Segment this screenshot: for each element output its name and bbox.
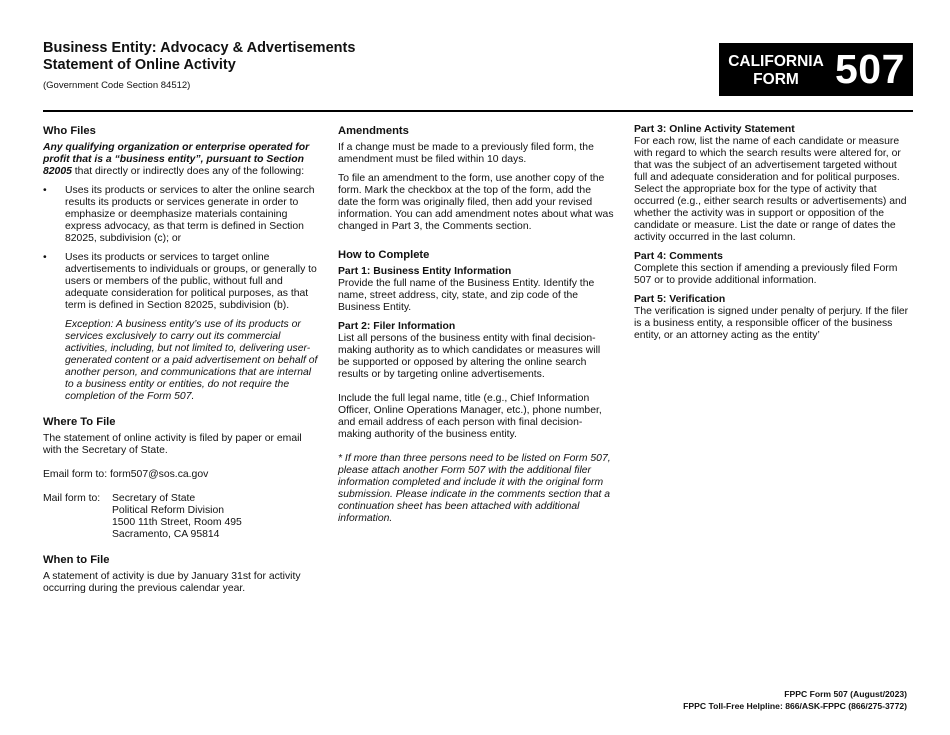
column-2 xyxy=(338,124,614,525)
title-block xyxy=(43,40,643,91)
badge-form-number: 507 xyxy=(835,46,905,92)
who-files-intro-emphasis: Any qualifying organization or enterprise operated for profit that is a “business entity”, pursuant to Section 82005 xyxy=(43,142,310,177)
how-to-complete-heading: How to Complete xyxy=(338,249,430,261)
part2-heading: Part 2: Filer Information xyxy=(338,321,456,332)
column-3 xyxy=(634,124,912,342)
badge-line1: CALIFORNIA xyxy=(728,52,824,70)
government-code-reference: (Government Code Section 84512) xyxy=(43,80,191,91)
mail-line-4: Sacramento, CA 95814 xyxy=(112,529,220,540)
where-to-file-heading: Where To File xyxy=(43,416,116,428)
part2-text-2: Include the full legal name, title (e.g., Chief Information Officer, Online Operations Manager, etc.), phone number, and email address of each person with final decision-making authority of the business entity. xyxy=(338,393,602,440)
part3-heading: Part 3: Online Activity Statement xyxy=(634,124,795,135)
mail-line-3: 1500 11th Street, Room 495 xyxy=(112,517,242,528)
who-files-list xyxy=(43,185,319,312)
badge-label xyxy=(719,51,833,89)
who-files-intro-rest: that directly or indirectly does any of the following: xyxy=(71,166,305,177)
part2-text: List all persons of the business entity with final decision-making authority as to which candidates or measures will be supported or opposed by altering the online search results or by targeting online advertisements. xyxy=(338,333,601,380)
form-title-line2: Statement of Online Activity xyxy=(43,57,236,73)
header-divider xyxy=(43,110,913,112)
amendments-text-1: If a change must be made to a previously filed form, the amendment must be filed within 10 days. xyxy=(338,142,594,165)
part1-text: Provide the full name of the Business Entity. Identify the name, street address, city, state, and zip code of the Business Entity. xyxy=(338,278,595,313)
where-to-file-text: The statement of online activity is filed by paper or email with the Secretary of State. xyxy=(43,433,302,456)
when-to-file-text: A statement of activity is due by January 31st for activity occurring during the previous calendar year. xyxy=(43,571,301,594)
part4-text: Complete this section if amending a previously filed Form 507 or to provide additional information. xyxy=(634,263,898,286)
footer-helpline: FPPC Toll-Free Helpline: 866/ASK-FPPC (866/275-3772) xyxy=(683,701,907,711)
mail-line-2: Political Reform Division xyxy=(112,505,225,516)
part5-text: The verification is signed under penalty of perjury. If the filer is a business entity, a responsible officer of the business entity, or an attorney acting as the entity’ xyxy=(634,306,909,341)
part4-heading: Part 4: Comments xyxy=(634,251,723,262)
amendments-heading: Amendments xyxy=(338,125,409,137)
mail-label: Mail form to: xyxy=(43,493,101,504)
mail-address xyxy=(112,493,242,541)
part3-text: For each row, list the name of each candidate or measure with regard to which the search results were altered for, or that was the subject of an advertisement targeted without full and adequate consideration and for political purposes. Select the appropriate box for the type of activity that occurred (e.g., either search results or advertisements) and whether the activity was in support or opposition of the candidate or measure. List the date or range of dates the activity occurred in the last column. xyxy=(634,136,907,243)
who-files-heading: Who Files xyxy=(43,125,96,137)
who-files-intro xyxy=(43,142,319,178)
when-to-file-heading: When to File xyxy=(43,554,110,566)
part2-note: * If more than three persons need to be listed on Form 507, please attach another Form 507 with the additional filer information completed and include it with the original form submission. Please indicate in the comments section that a continuation sheet has been attached with additional information. xyxy=(338,453,611,524)
part5-heading: Part 5: Verification xyxy=(634,294,726,305)
form-title-line1: Business Entity: Advocacy & Advertisements xyxy=(43,40,356,56)
who-files-exception: Exception: A business entity’s use of its products or services exclusively to carry out its commercial activities, including, but not limited to, delivering user-generated content or a paid advertisement on behalf of another person, and communications that are internal to a business entity or entities, do not require the completion of the Form 507. xyxy=(65,319,318,402)
form-number-badge xyxy=(719,43,913,96)
who-files-bullet-1: • Uses its products or services to alter the online search results its products or services generate in order to emphasize or deemphasize materials containing express advocacy, as that term is defined in Section 82025, subdivision (c); or xyxy=(43,185,319,245)
footer-form-version: FPPC Form 507 (August/2023) xyxy=(784,689,907,699)
badge-line2: FORM xyxy=(753,70,799,88)
footer xyxy=(683,688,907,712)
part1-heading: Part 1: Business Entity Information xyxy=(338,266,512,277)
mail-line-1: Secretary of State xyxy=(112,493,196,504)
column-1 xyxy=(43,124,319,595)
mail-address-block xyxy=(43,493,319,541)
who-files-bullet-2: • Uses its products or services to target online advertisements to individuals or groups, or generally to users or members of the public, without full and adequate consideration for political purposes, as that term is defined in Section 82025, subdivision (b). xyxy=(43,252,319,312)
email-instruction: Email form to: form507@sos.ca.gov xyxy=(43,469,209,480)
amendments-text-2: To file an amendment to the form, use another copy of the form. Mark the checkbox at the top of the form, add the date the form was originally filed, then add your revised information. You can add amendment notes about what was changed in Part 3, the Comments section. xyxy=(338,173,614,232)
